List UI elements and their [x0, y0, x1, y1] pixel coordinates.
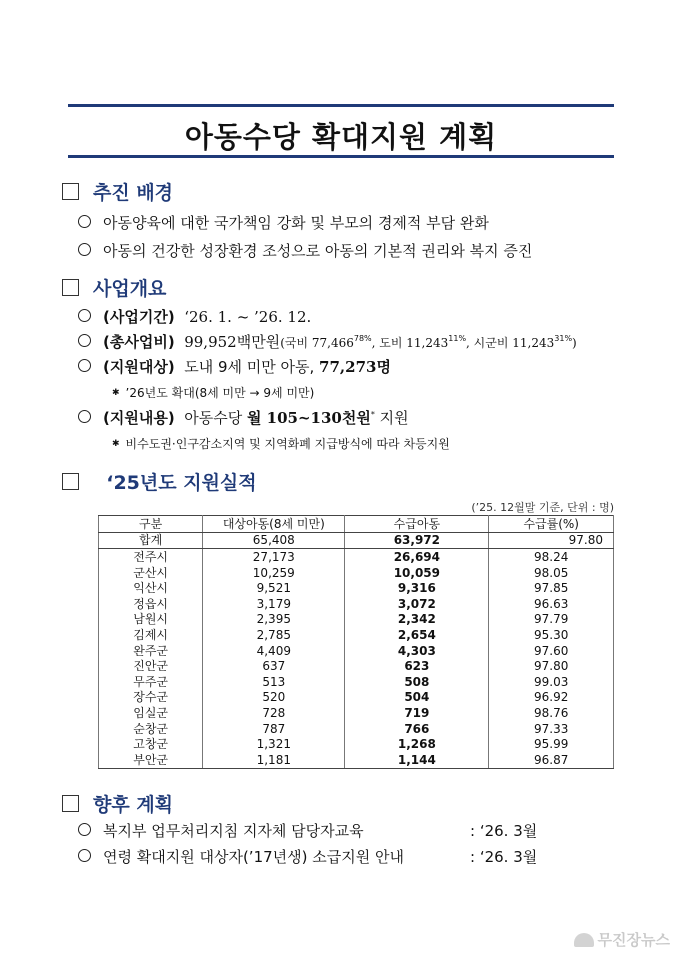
- table-cell: 4,303: [345, 643, 489, 659]
- circle-bullet-icon: [78, 359, 91, 372]
- table-cell: 진안군: [99, 658, 203, 674]
- table-cell: 9,521: [203, 580, 345, 596]
- table-cell: 남원시: [99, 612, 203, 628]
- table-row: [99, 596, 614, 612]
- table-cell: 익산시: [99, 580, 203, 596]
- section-future-heading: 향후 계획: [62, 790, 173, 817]
- table-cell: 98.05: [489, 565, 614, 581]
- circle-bullet-icon: [78, 334, 91, 347]
- table-cell: 1,181: [203, 752, 345, 768]
- table-cell: 9,316: [345, 580, 489, 596]
- table-header-row: [99, 516, 614, 533]
- column-header: 수급아동: [345, 516, 489, 533]
- circle-bullet-icon: [78, 215, 91, 228]
- table-cell: 26,694: [345, 549, 489, 565]
- section-overview-heading: 사업개요: [62, 274, 166, 301]
- table-cell: 766: [345, 721, 489, 737]
- logo-icon: [574, 933, 594, 947]
- results-table: [98, 515, 614, 769]
- table-row: [99, 721, 614, 737]
- table-cell: 637: [203, 658, 345, 674]
- watermark-logo: 무진장뉴스: [574, 929, 670, 950]
- future-item: 복지부 업무처리지침 지자체 담당자교육: [78, 820, 364, 841]
- table-row: [99, 627, 614, 643]
- table-cell: 1,321: [203, 736, 345, 752]
- table-cell: 513: [203, 674, 345, 690]
- background-item: 아동의 건강한 성장환경 조성으로 아동의 기본적 권리와 복지 증진: [78, 240, 532, 261]
- overview-period: (사업기간) ‘26. 1. ~ ’26. 12.: [78, 306, 311, 327]
- table-cell: 4,409: [203, 643, 345, 659]
- table-row: [99, 612, 614, 628]
- table-cell: 520: [203, 690, 345, 706]
- table-row: [99, 658, 614, 674]
- overview-target-note: ✱ ’26년도 확대(8세 미만 → 9세 미만): [112, 386, 315, 400]
- circle-bullet-icon: [78, 410, 91, 423]
- table-row: [99, 705, 614, 721]
- square-bullet-icon: [62, 473, 79, 490]
- table-row: [99, 752, 614, 768]
- total-cell: 63,972: [345, 532, 489, 549]
- total-cell: 합계: [99, 532, 203, 549]
- table-cell: 508: [345, 674, 489, 690]
- table-cell: 10,259: [203, 565, 345, 581]
- table-cell: 98.76: [489, 705, 614, 721]
- table-cell: 96.92: [489, 690, 614, 706]
- star-icon: ✱: [112, 388, 120, 398]
- table-cell: 2,342: [345, 612, 489, 628]
- table-cell: 3,072: [345, 596, 489, 612]
- page-title: 아동수당 확대지원 계획: [184, 120, 498, 154]
- column-header: 수급률(%): [489, 516, 614, 533]
- table-row: [99, 565, 614, 581]
- future-item-date: : ‘26. 3월: [470, 848, 538, 866]
- table-cell: 1,144: [345, 752, 489, 768]
- table-cell: 95.30: [489, 627, 614, 643]
- table-cell: 97.80: [489, 658, 614, 674]
- square-bullet-icon: [62, 795, 79, 812]
- overview-target: (지원대상) 도내 9세 미만 아동, 77,273명: [78, 356, 391, 377]
- table-cell: 97.33: [489, 721, 614, 737]
- overview-content: (지원내용) 아동수당 월 105~130천원* 지원: [78, 407, 409, 428]
- overview-budget: (총사업비) 99,952백만원(국비 $77,466^{78\%}$, 도비 $11,243^{11\%}$, 시군비 $11,243^{31\%}$): [78, 331, 577, 352]
- circle-bullet-icon: [78, 849, 91, 862]
- table-cell: 96.63: [489, 596, 614, 612]
- table-cell: 97.60: [489, 643, 614, 659]
- circle-bullet-icon: [78, 309, 91, 322]
- circle-bullet-icon: [78, 243, 91, 256]
- table-cell: 97.85: [489, 580, 614, 596]
- star-icon: ✱: [112, 439, 120, 449]
- square-bullet-icon: [62, 183, 79, 200]
- table-cell: 98.24: [489, 549, 614, 565]
- table-cell: 전주시: [99, 549, 203, 565]
- table-cell: 504: [345, 690, 489, 706]
- table-row: [99, 690, 614, 706]
- table-cell: 787: [203, 721, 345, 737]
- circle-bullet-icon: [78, 823, 91, 836]
- table-cell: 김제시: [99, 627, 203, 643]
- table-cell: 순창군: [99, 721, 203, 737]
- table-cell: 장수군: [99, 690, 203, 706]
- table-cell: 고창군: [99, 736, 203, 752]
- table-row: [99, 674, 614, 690]
- table-cell: 1,268: [345, 736, 489, 752]
- overview-content-note: ✱ 비수도권·인구감소지역 및 지역화폐 지급방식에 따라 차등지원: [112, 437, 450, 451]
- table-cell: 719: [345, 705, 489, 721]
- table-cell: 2,395: [203, 612, 345, 628]
- total-cell: 65,408: [203, 532, 345, 549]
- table-cell: 96.87: [489, 752, 614, 768]
- background-item: 아동양육에 대한 국가책임 강화 및 부모의 경제적 부담 완화: [78, 212, 489, 233]
- table-row: [99, 643, 614, 659]
- section-background-heading: 추진 배경: [62, 178, 173, 205]
- table-cell: 정읍시: [99, 596, 203, 612]
- table-cell: 95.99: [489, 736, 614, 752]
- table-row: [99, 736, 614, 752]
- section-results-heading: ‘25년도 지원실적: [62, 468, 257, 495]
- table-row: [99, 580, 614, 596]
- table-cell: 623: [345, 658, 489, 674]
- table-cell: 2,654: [345, 627, 489, 643]
- table-cell: 임실군: [99, 705, 203, 721]
- table-cell: 3,179: [203, 596, 345, 612]
- future-item: 연령 확대지원 대상자(’17년생) 소급지원 안내: [78, 846, 404, 867]
- table-unit-note: (’25. 12월말 기준, 단위 : 명): [471, 501, 614, 514]
- square-bullet-icon: [62, 279, 79, 296]
- table-cell: 10,059: [345, 565, 489, 581]
- table-total-row: [99, 532, 614, 549]
- column-header: 대상아동(8세 미만): [203, 516, 345, 533]
- table-cell: 728: [203, 705, 345, 721]
- column-header: 구분: [99, 516, 203, 533]
- table-cell: 완주군: [99, 643, 203, 659]
- future-item-date: : ‘26. 3월: [470, 822, 538, 840]
- table-cell: 무주군: [99, 674, 203, 690]
- table-cell: 97.79: [489, 612, 614, 628]
- table-row: [99, 549, 614, 565]
- table-cell: 2,785: [203, 627, 345, 643]
- table-cell: 27,173: [203, 549, 345, 565]
- table-cell: 부안군: [99, 752, 203, 768]
- table-cell: 군산시: [99, 565, 203, 581]
- table-cell: 99.03: [489, 674, 614, 690]
- title-rule-bottom: [68, 155, 614, 158]
- total-cell: 97.80: [489, 532, 614, 549]
- title-rule-top: [68, 104, 614, 107]
